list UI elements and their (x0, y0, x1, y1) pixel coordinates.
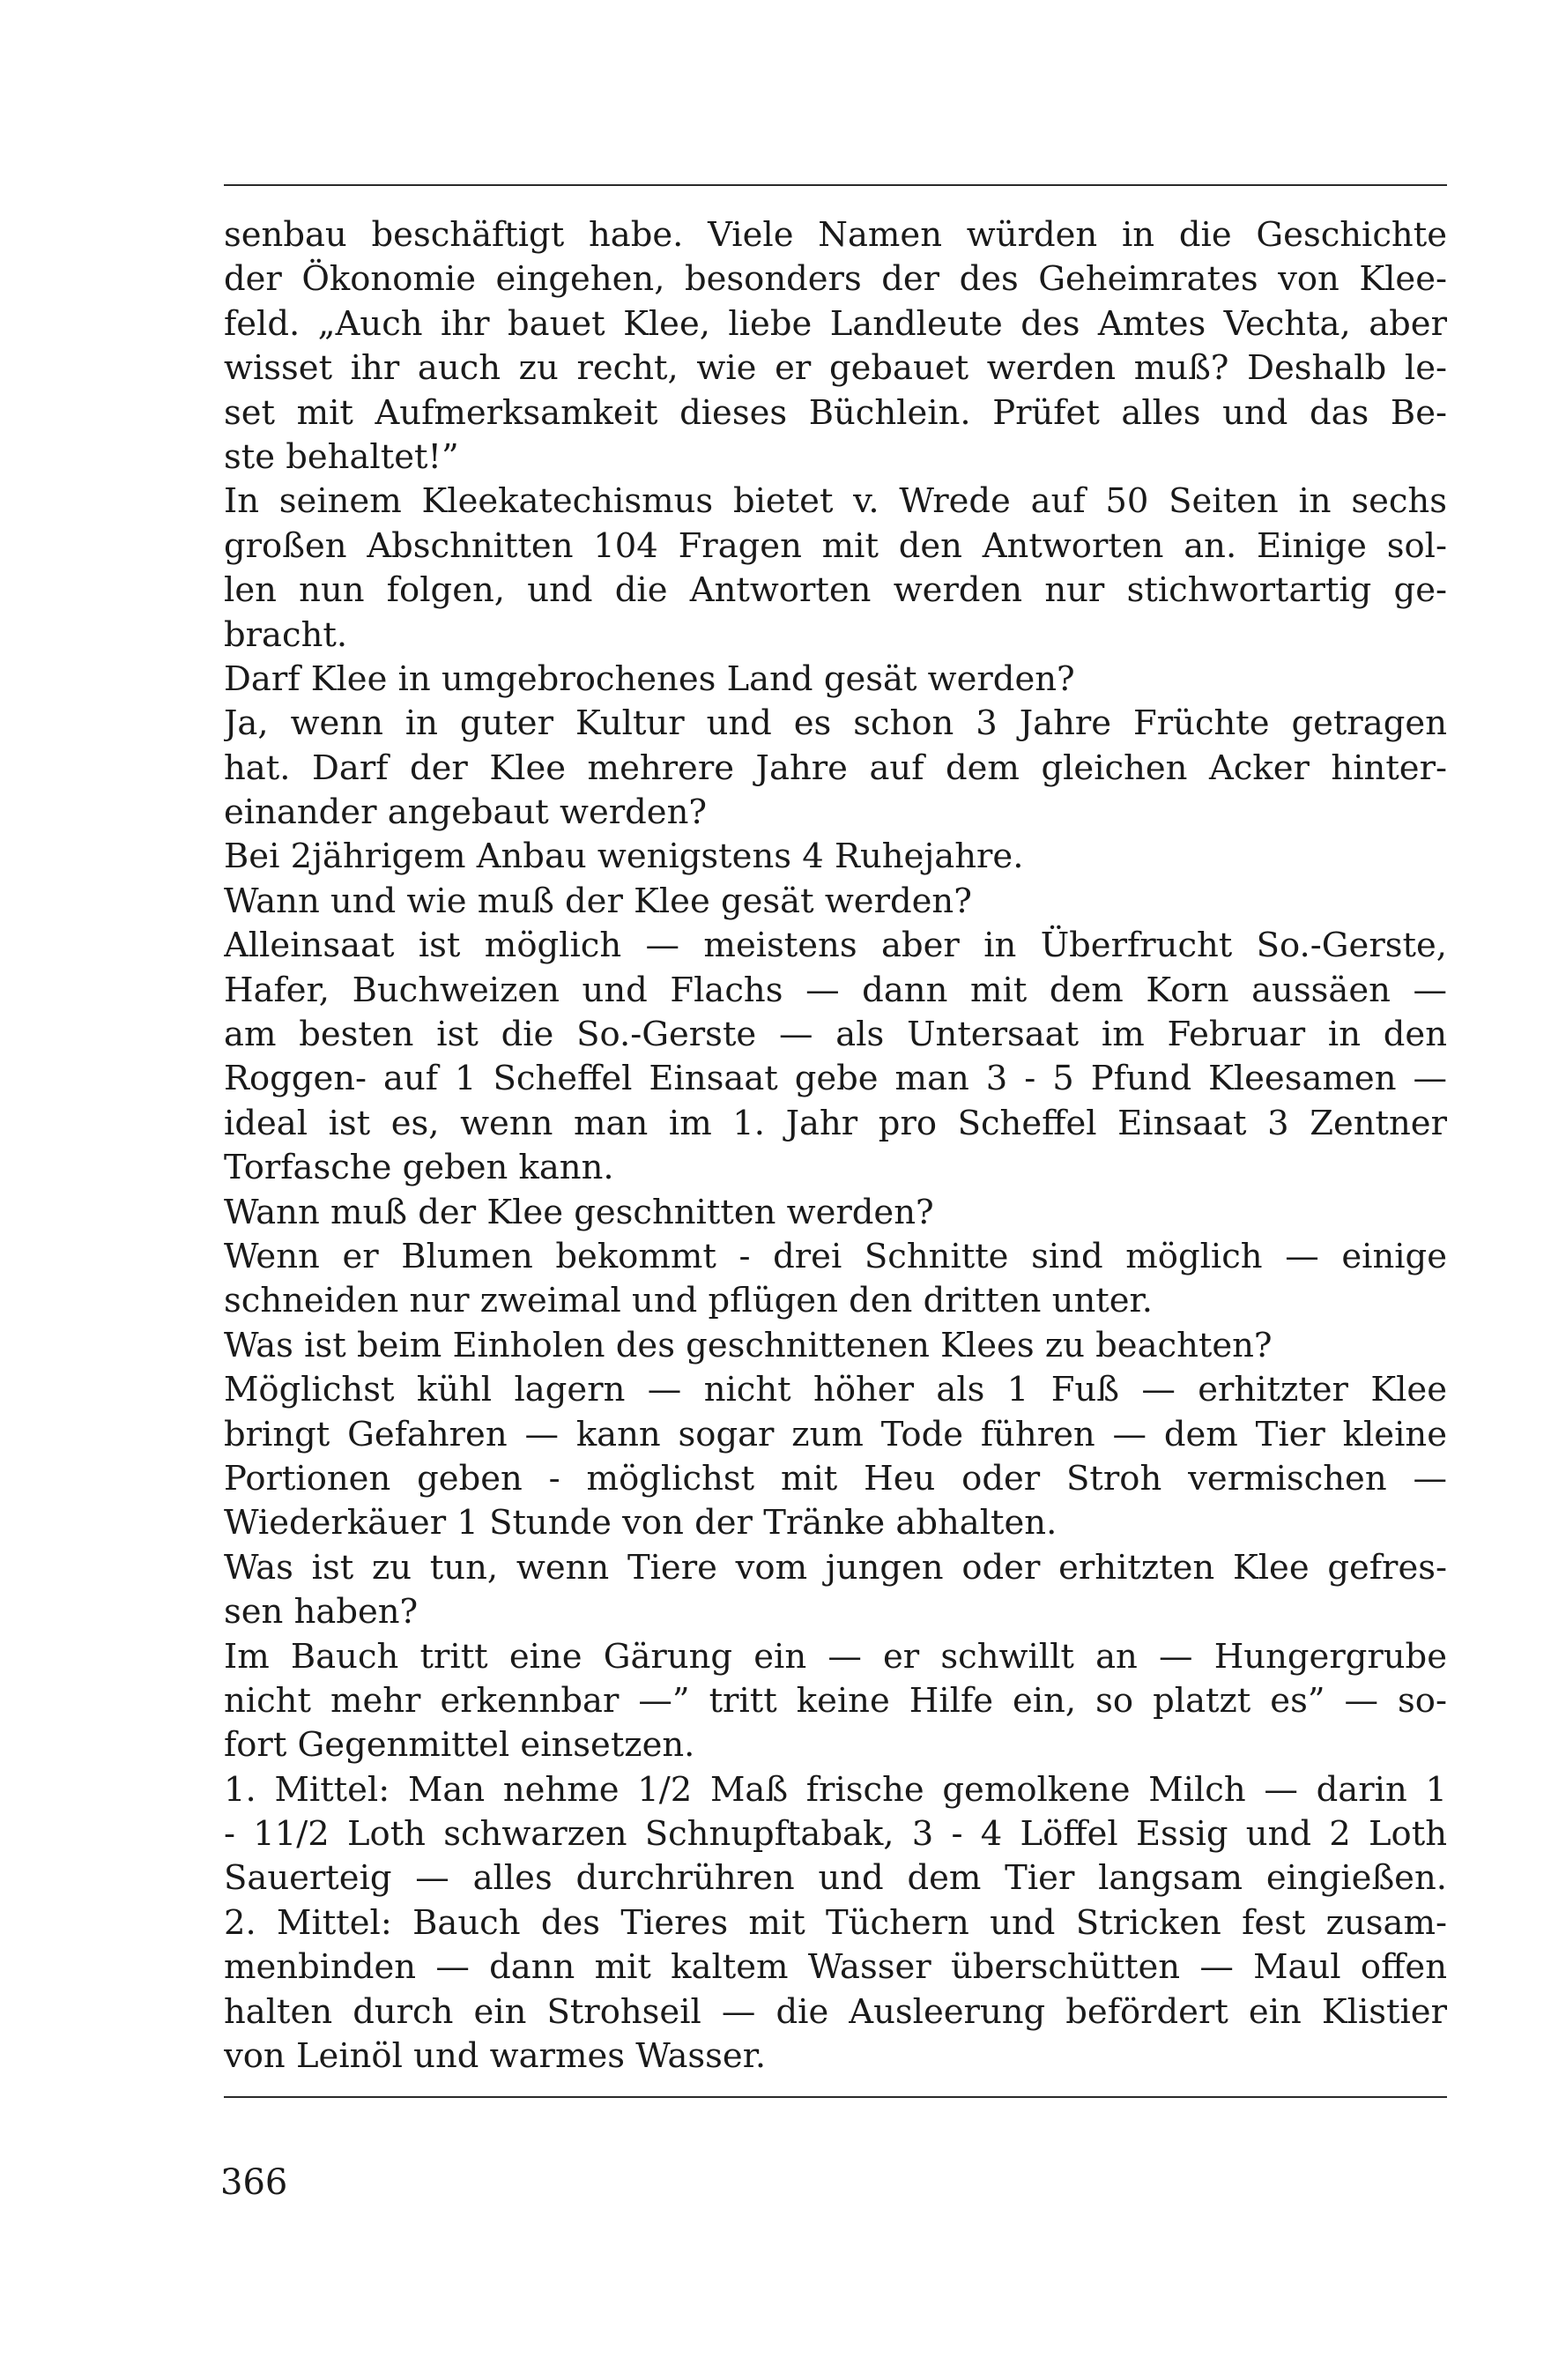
text-line: 1. Mittel: Man nehme 1/2 Maß frische gemolkene Milch — darin 1 (224, 1769, 1447, 1810)
text-line: Was ist beim Einholen des geschnittenen Klees zu beachten? (224, 1325, 1273, 1365)
text-line: der Ökonomie eingehen, besonders der des Geheimrates von Klee- (224, 259, 1447, 300)
text-line: einander angebaut werden? (224, 792, 708, 833)
text-line: Wann muß der Klee geschnitten werden? (224, 1192, 934, 1232)
text-line: am besten ist die So.-Gerste — als Untersaat im Februar in den (224, 1015, 1447, 1055)
text-line: bringt Gefahren — kann sogar zum Tode führen — dem Tier kleine (224, 1414, 1447, 1454)
text-line: Alleinsaat ist möglich — meistens aber in Überfrucht So.-Gerste, (224, 926, 1447, 966)
text-line: schneiden nur zweimal und pflügen den dritten unter. (224, 1281, 1153, 1321)
text-line: Wann und wie muß der Klee gesät werden? (224, 881, 972, 921)
text-line: Sauerteig — alles durchrühren und dem Tier langsam eingießen. (224, 1858, 1447, 1899)
text-line: Darf Klee in umgebrochenes Land gesät werden? (224, 658, 1075, 699)
body-text (224, 213, 1447, 2079)
text-line: feld. „Auch ihr bauet Klee, liebe Landleute des Amtes Vechta, aber (224, 303, 1447, 344)
text-line: Wenn er Blumen bekommt - drei Schnitte sind möglich — einige (224, 1236, 1447, 1276)
text-line: nicht mehr erkennbar —” tritt keine Hilfe ein, so platzt es” — so- (224, 1680, 1447, 1721)
text-line: bracht. (224, 614, 348, 655)
text-line: set mit Aufmerksamkeit dieses Büchlein. Prüfet alles und das Be- (224, 392, 1447, 433)
text-line: hat. Darf der Klee mehrere Jahre auf dem gleichen Acker hinter- (224, 747, 1447, 788)
text-line: Wiederkäuer 1 Stunde von der Tränke abhalten. (224, 1503, 1058, 1543)
bottom-rule (224, 2096, 1447, 2098)
text-line: großen Abschnitten 104 Fragen mit den Antworten an. Einige sol- (224, 525, 1447, 566)
top-rule (224, 184, 1447, 186)
text-line: menbinden — dann mit kaltem Wasser überschütten — Maul offen (224, 1947, 1447, 1988)
text-line: fort Gegenmittel einsetzen. (224, 1725, 695, 1766)
text-line: senbau beschäftigt habe. Viele Namen würden in die Geschichte (224, 215, 1447, 255)
text-line: Im Bauch tritt eine Gärung ein — er schwillt an — Hungergrube (224, 1636, 1447, 1677)
text-line: Hafer, Buchweizen und Flachs — dann mit dem Korn aussäen — (224, 970, 1447, 1010)
text-line: len nun folgen, und die Antworten werden nur stichwortartig ge- (224, 570, 1447, 611)
text-line: Roggen- auf 1 Scheffel Einsaat gebe man 3 - 5 Pfund Kleesamen — (224, 1059, 1447, 1099)
text-line: - 11/2 Loth schwarzen Schnupftabak, 3 - 4 Löffel Essig und 2 Loth (224, 1814, 1447, 1855)
text-line: Möglichst kühl lagern — nicht höher als 1 Fuß — erhitzter Klee (224, 1370, 1447, 1410)
text-line: 2. Mittel: Bauch des Tieres mit Tüchern und Stricken fest zusam- (224, 1902, 1447, 1943)
text-line: In seinem Kleekatechismus bietet v. Wrede auf 50 Seiten in sechs (224, 481, 1447, 522)
text-line: wisset ihr auch zu recht, wie er gebauet werden muß? Deshalb le- (224, 348, 1447, 389)
text-line: Torfasche geben kann. (224, 1148, 614, 1188)
text-line: von Leinöl und warmes Wasser. (224, 2036, 767, 2077)
page-number: 366 (220, 2162, 288, 2203)
text-line: Was ist zu tun, wenn Tiere vom jungen oder erhitzten Klee gefres- (224, 1547, 1447, 1588)
text-line: sen haben? (224, 1592, 419, 1633)
text-line: halten durch ein Strohseil — die Ausleerung befördert ein Klistier (224, 1991, 1447, 2032)
text-line: ste behaltet!” (224, 436, 459, 477)
text-line: Ja, wenn in guter Kultur und es schon 3 Jahre Früchte getragen (224, 703, 1447, 744)
text-line: Bei 2jährigem Anbau wenigstens 4 Ruhejahre. (224, 837, 1024, 877)
text-line: Portionen geben - möglichst mit Heu oder Stroh vermischen — (224, 1458, 1447, 1499)
text-line: ideal ist es, wenn man im 1. Jahr pro Scheffel Einsaat 3 Zentner (224, 1103, 1447, 1143)
